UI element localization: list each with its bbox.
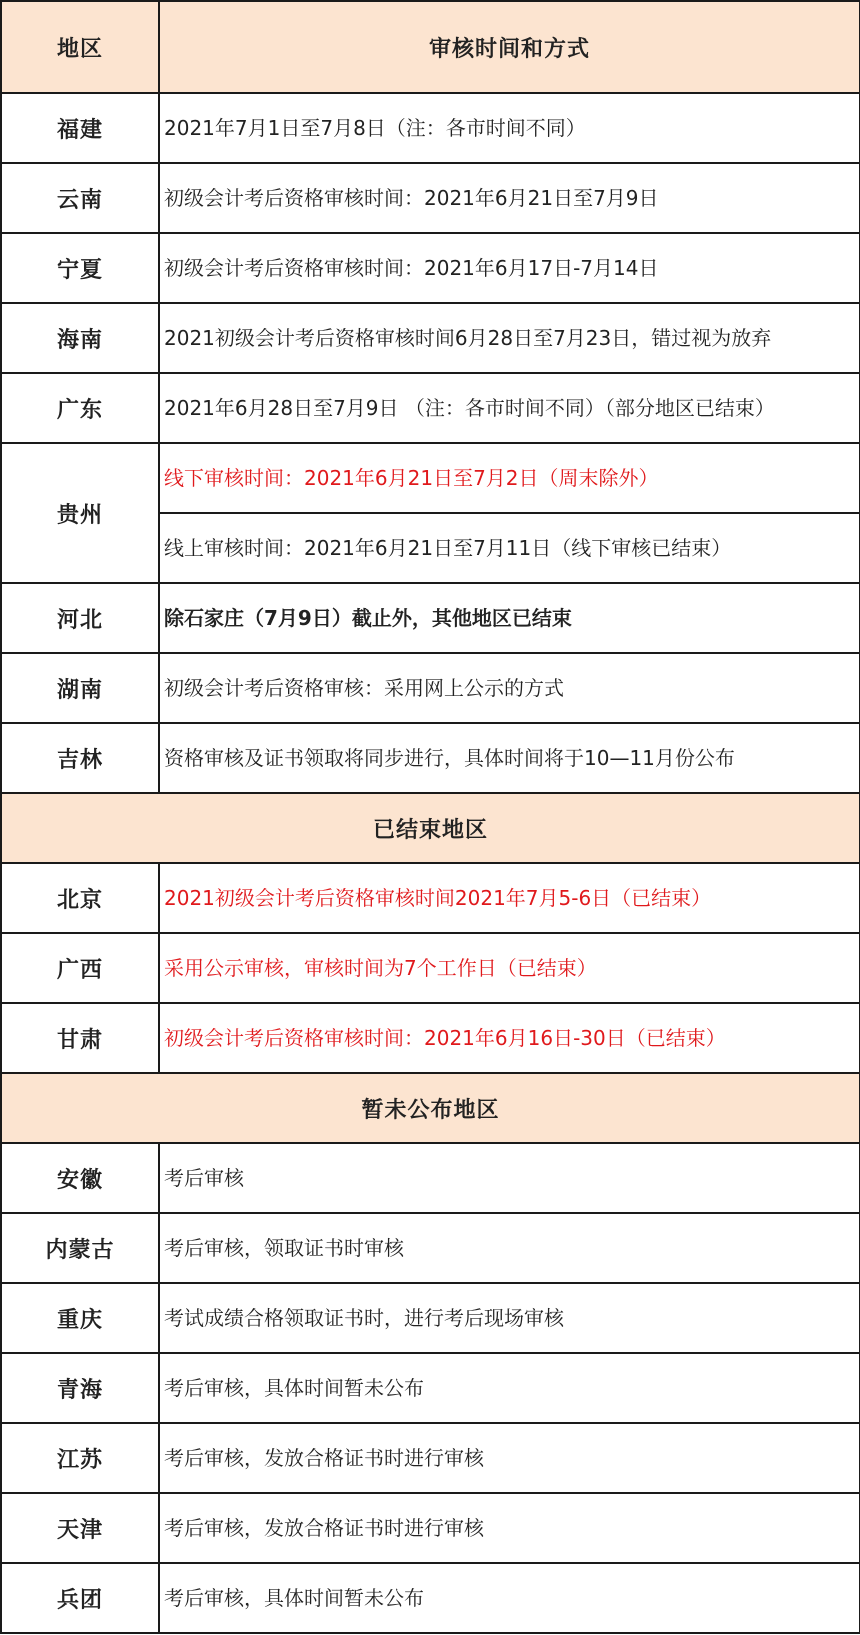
table-row <box>1 1003 860 1073</box>
table-row <box>1 93 860 163</box>
detail-cell: 初级会计考后资格审核：采用网上公示的方式 <box>159 653 860 723</box>
detail-cell: 考后审核 <box>159 1143 860 1213</box>
detail-cell: 考后审核，发放合格证书时进行审核 <box>159 1493 860 1563</box>
region-cell: 宁夏 <box>1 233 159 303</box>
table-row <box>1 723 860 793</box>
detail-cell: 2021初级会计考后资格审核时间2021年7月5-6日（已结束） <box>159 863 860 933</box>
detail-cell: 资格审核及证书领取将同步进行，具体时间将于10—11月份公布 <box>159 723 860 793</box>
table-row <box>1 163 860 233</box>
table-row <box>1 583 860 653</box>
region-cell: 云南 <box>1 163 159 233</box>
region-cell: 江苏 <box>1 1423 159 1493</box>
table-row <box>1 233 860 303</box>
region-cell: 重庆 <box>1 1283 159 1353</box>
detail-cell: 初级会计考后资格审核时间：2021年6月17日-7月14日 <box>159 233 860 303</box>
section-header-ended <box>1 793 860 863</box>
detail-cell: 2021初级会计考后资格审核时间6月28日至7月23日，错过视为放弃 <box>159 303 860 373</box>
table-row <box>1 1213 860 1283</box>
detail-cell: 除石家庄（7月9日）截止外，其他地区已结束 <box>159 583 860 653</box>
table-row <box>1 303 860 373</box>
detail-cell-online: 线上审核时间：2021年6月21日至7月11日（线下审核已结束） <box>159 513 860 583</box>
region-cell: 贵州 <box>1 443 159 583</box>
detail-cell-offline: 线下审核时间：2021年6月21日至7月2日（周末除外） <box>159 443 860 513</box>
table-header-row <box>1 1 860 93</box>
detail-cell: 考试成绩合格领取证书时，进行考后现场审核 <box>159 1283 860 1353</box>
region-cell: 湖南 <box>1 653 159 723</box>
detail-cell: 初级会计考后资格审核时间：2021年6月16日-30日（已结束） <box>159 1003 860 1073</box>
detail-cell: 2021年7月1日至7月8日（注：各市时间不同） <box>159 93 860 163</box>
region-cell: 福建 <box>1 93 159 163</box>
table-row <box>1 933 860 1003</box>
detail-cell: 考后审核，发放合格证书时进行审核 <box>159 1423 860 1493</box>
table-row <box>1 1143 860 1213</box>
table-row <box>1 1283 860 1353</box>
table-row <box>1 1563 860 1633</box>
section-header-pending <box>1 1073 860 1143</box>
section-title-ended: 已结束地区 <box>1 793 860 863</box>
region-cell: 北京 <box>1 863 159 933</box>
table-row <box>1 373 860 443</box>
table-row <box>1 443 860 513</box>
header-detail: 审核时间和方式 <box>159 1 860 93</box>
section-title-pending: 暂未公布地区 <box>1 1073 860 1143</box>
detail-cell: 考后审核，具体时间暂未公布 <box>159 1353 860 1423</box>
region-cell: 兵团 <box>1 1563 159 1633</box>
detail-cell: 初级会计考后资格审核时间：2021年6月21日至7月9日 <box>159 163 860 233</box>
region-cell: 安徽 <box>1 1143 159 1213</box>
region-cell: 海南 <box>1 303 159 373</box>
region-cell: 甘肃 <box>1 1003 159 1073</box>
table-row <box>1 863 860 933</box>
region-cell: 青海 <box>1 1353 159 1423</box>
region-cell: 广东 <box>1 373 159 443</box>
detail-cell: 考后审核，具体时间暂未公布 <box>159 1563 860 1633</box>
table-row <box>1 653 860 723</box>
detail-cell: 考后审核，领取证书时审核 <box>159 1213 860 1283</box>
region-cell: 河北 <box>1 583 159 653</box>
region-cell: 内蒙古 <box>1 1213 159 1283</box>
table-row <box>1 1423 860 1493</box>
region-cell: 广西 <box>1 933 159 1003</box>
region-cell: 天津 <box>1 1493 159 1563</box>
table-row <box>1 1353 860 1423</box>
header-region: 地区 <box>1 1 159 93</box>
region-cell: 吉林 <box>1 723 159 793</box>
table-row <box>1 1493 860 1563</box>
detail-cell: 采用公示审核，审核时间为7个工作日（已结束） <box>159 933 860 1003</box>
detail-cell: 2021年6月28日至7月9日 （注：各市时间不同）（部分地区已结束） <box>159 373 860 443</box>
